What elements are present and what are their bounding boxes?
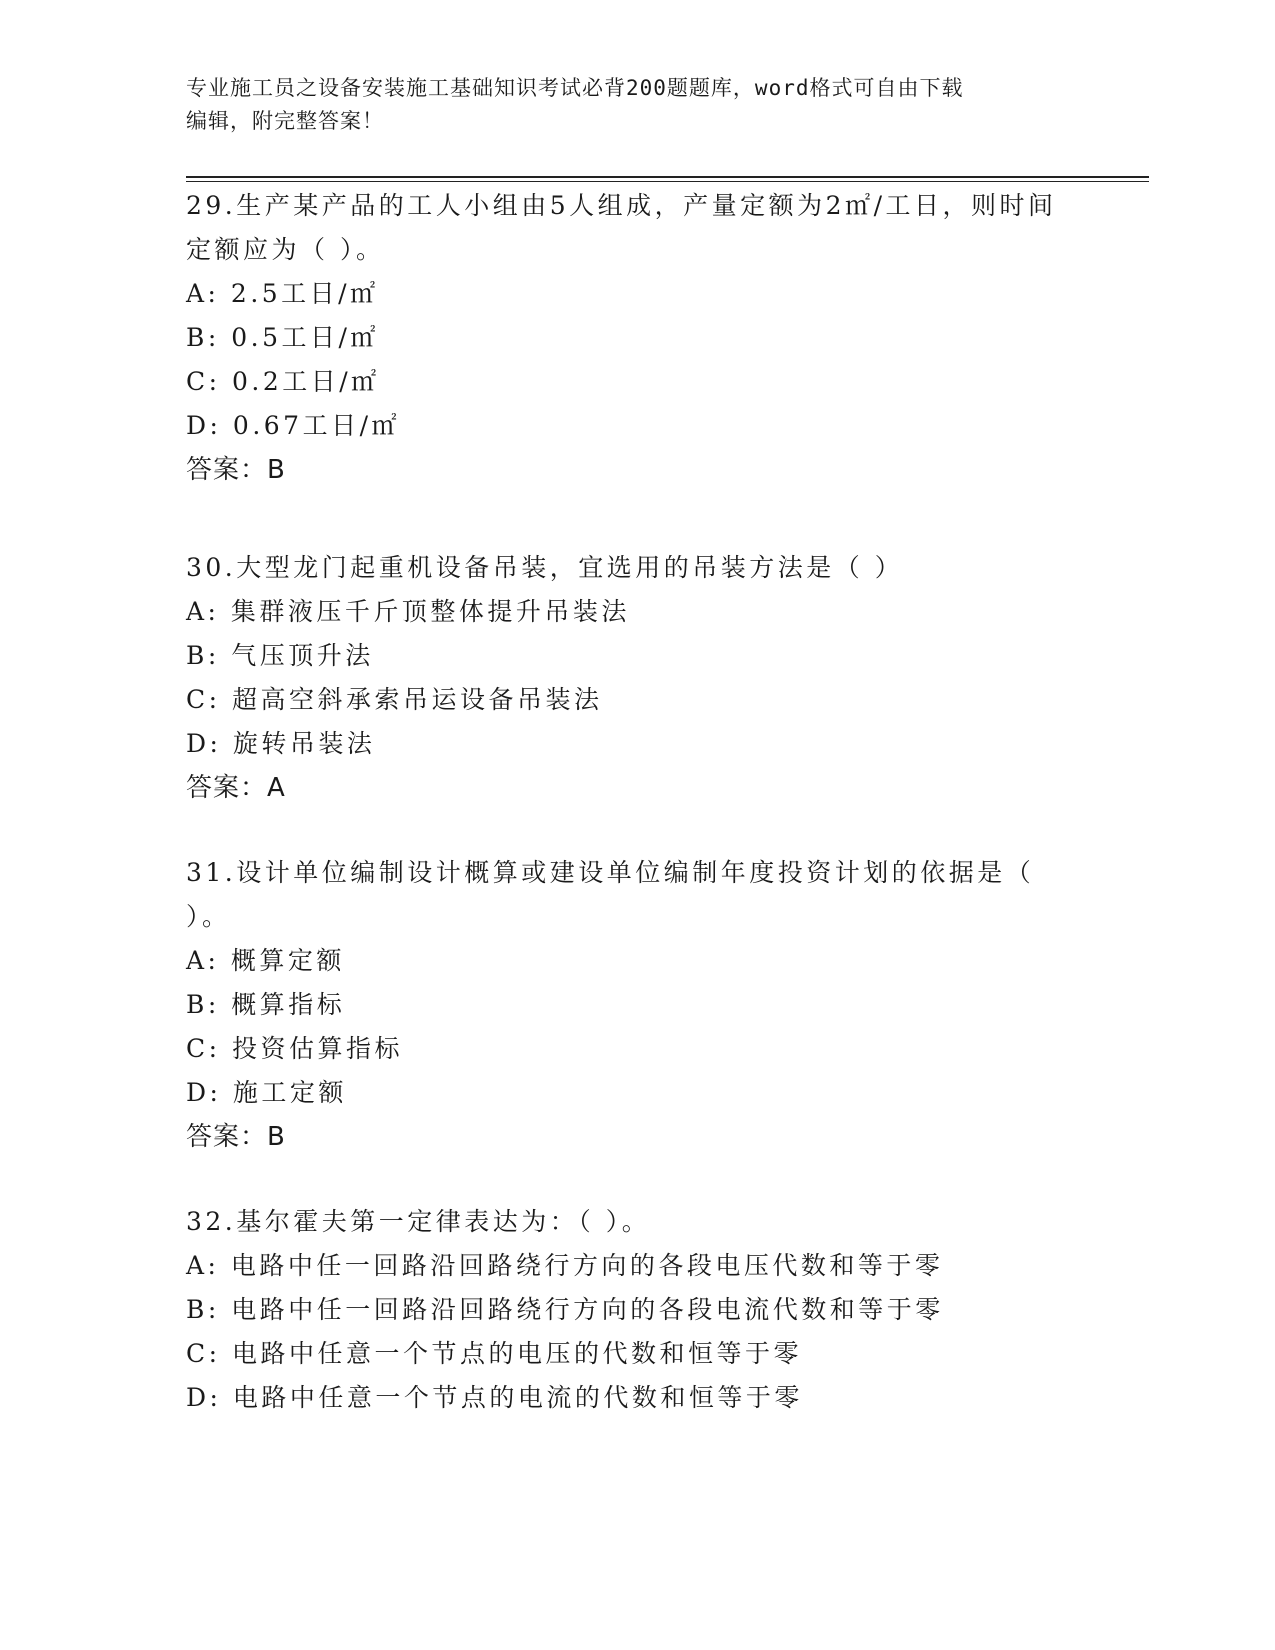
answer: 答案：B — [186, 1122, 286, 1152]
answer: 答案：B — [186, 455, 286, 485]
option-a: A: 概算定额 — [186, 946, 345, 975]
header-divider — [186, 176, 1149, 178]
question-stem: 29.生产某产品的工人小组由5人组成，产量定额为2㎡/工日，则时间 — [186, 191, 1057, 220]
header-line-2: 编辑，附完整答案！ — [186, 109, 384, 133]
question-stem: 30.大型龙门起重机设备吊装，宜选用的吊装方法是（ ） — [186, 553, 904, 582]
answer: 答案：A — [186, 773, 286, 803]
header-line-1: 专业施工员之设备安装施工基础知识考试必背200题题库，word格式可自由下载 — [186, 76, 964, 100]
question-stem: 32.基尔霍夫第一定律表达为：（ ）。 — [186, 1207, 651, 1236]
document-header — [186, 72, 1066, 138]
question-31 — [186, 853, 1106, 1153]
option-d: D: 施工定额 — [186, 1078, 347, 1107]
option-d: D: 旋转吊装法 — [186, 729, 376, 758]
question-32 — [186, 1202, 1106, 1432]
option-b: B: 0.5工日/㎡ — [186, 323, 379, 352]
option-a: A: 2.5工日/㎡ — [186, 279, 379, 308]
option-c: C: 投资估算指标 — [186, 1034, 403, 1063]
option-d: D: 0.67工日/㎡ — [186, 411, 401, 440]
option-c: C: 电路中任意一个节点的电压的代数和恒等于零 — [186, 1339, 802, 1368]
option-b: B: 概算指标 — [186, 990, 346, 1019]
question-stem-continued: 定额应为（ ）。 — [186, 235, 385, 264]
option-a: A: 电路中任一回路沿回路绕行方向的各段电压代数和等于零 — [186, 1251, 944, 1280]
question-stem: 31.设计单位编制设计概算或建设单位编制年度投资计划的依据是（ — [186, 858, 1035, 887]
header-divider-thin — [186, 181, 1149, 182]
option-b: B: 气压顶升法 — [186, 641, 374, 670]
option-c: C: 0.2工日/㎡ — [186, 367, 380, 396]
question-29 — [186, 186, 1106, 486]
question-stem-continued: ）。 — [186, 902, 231, 931]
option-d: D: 电路中任意一个节点的电流的代数和恒等于零 — [186, 1383, 803, 1412]
option-c: C: 超高空斜承索吊运设备吊装法 — [186, 685, 603, 714]
question-30 — [186, 548, 1106, 808]
option-a: A: 集群液压千斤顶整体提升吊装法 — [186, 597, 630, 626]
option-b: B: 电路中任一回路沿回路绕行方向的各段电流代数和等于零 — [186, 1295, 944, 1324]
